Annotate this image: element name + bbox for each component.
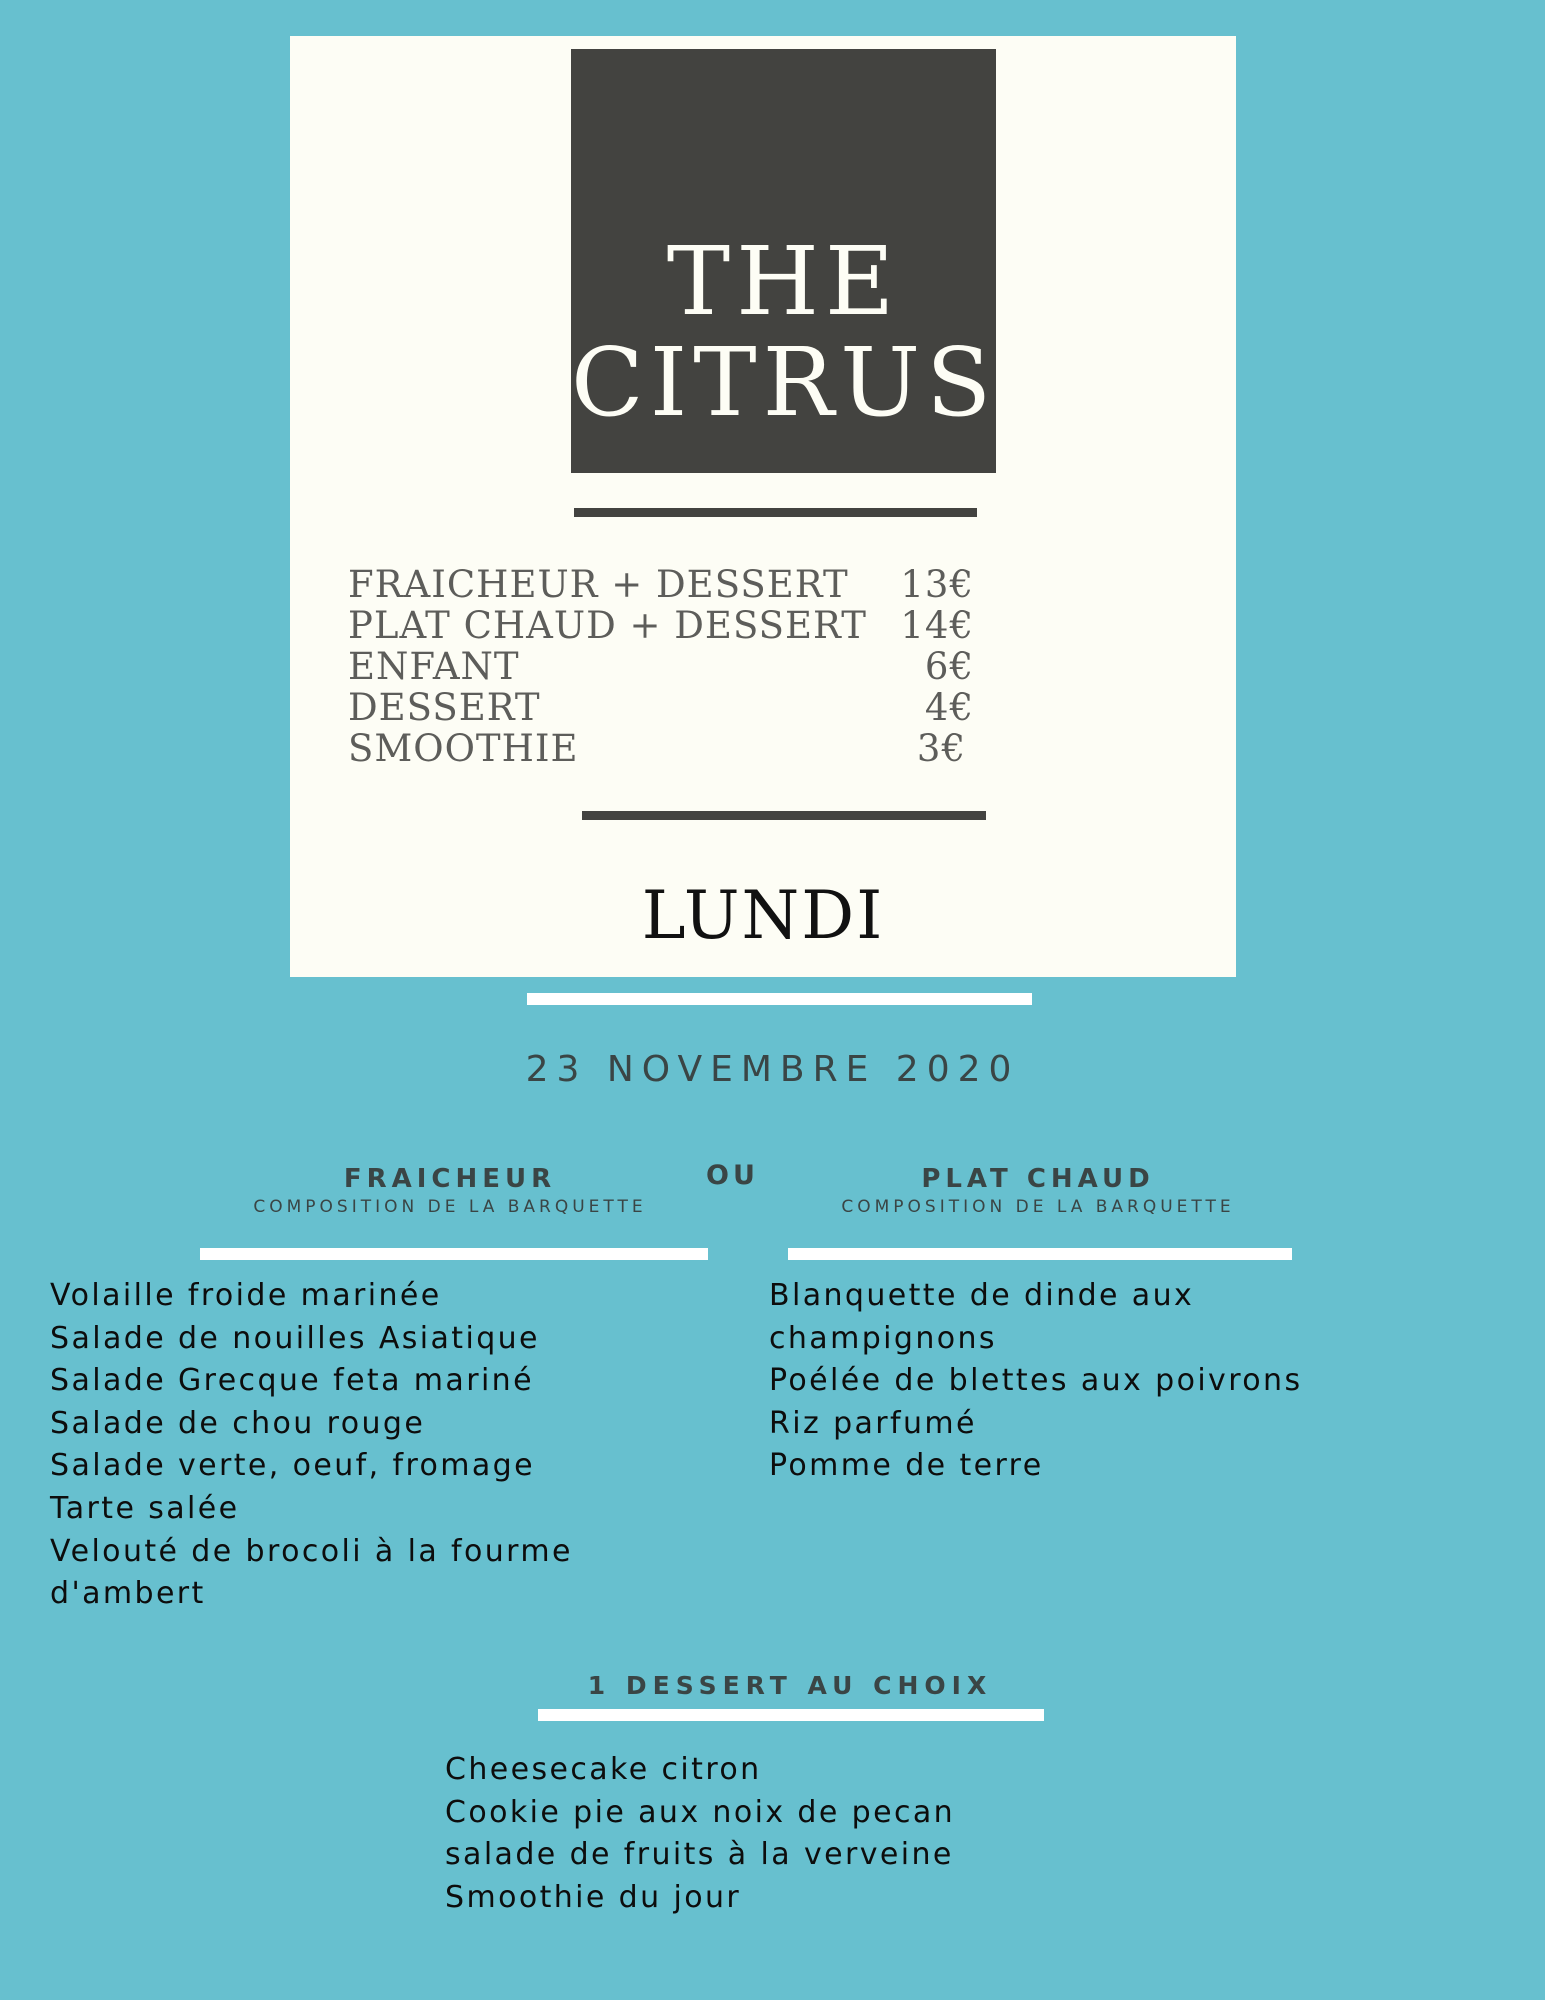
list-item: Salade de chou rouge bbox=[50, 1405, 426, 1441]
dessert-title: 1 DESSERT AU CHOIX bbox=[587, 1671, 993, 1700]
list-item: Smoothie du jour bbox=[445, 1879, 742, 1915]
plat-chaud-title: PLAT CHAUD bbox=[921, 1164, 1155, 1194]
day-underline bbox=[527, 993, 1032, 1005]
list-item: Volaille froide marinée bbox=[50, 1278, 442, 1313]
day-title: LUNDI bbox=[641, 877, 885, 954]
menu-date: 23 NOVEMBRE 2020 bbox=[525, 1049, 1020, 1090]
divider-bottom bbox=[582, 811, 986, 820]
list-item: Tarte salée bbox=[50, 1490, 240, 1526]
plat-chaud-items bbox=[769, 1275, 1509, 1488]
plat-chaud-subtitle: COMPOSITION DE LA BARQUETTE bbox=[841, 1197, 1235, 1217]
list-item: salade de fruits à la verveine bbox=[445, 1837, 954, 1873]
plat-chaud-underline bbox=[788, 1248, 1292, 1260]
fraicheur-underline bbox=[200, 1248, 708, 1260]
dessert-items bbox=[445, 1749, 1245, 1919]
list-item: Salade de nouilles Asiatique bbox=[50, 1320, 540, 1356]
price-name: DESSERT bbox=[348, 686, 541, 729]
price-value: 13€ bbox=[900, 563, 974, 606]
brand-line-2: CITRUS bbox=[571, 328, 998, 438]
dessert-underline bbox=[538, 1709, 1044, 1721]
or-separator: OU bbox=[706, 1160, 759, 1191]
brand-line-1: THE bbox=[666, 227, 901, 337]
price-row bbox=[348, 687, 974, 728]
price-row bbox=[348, 564, 974, 605]
price-row bbox=[348, 646, 974, 687]
list-item: d'ambert bbox=[50, 1576, 206, 1612]
price-row bbox=[348, 728, 974, 769]
list-item: Blanquette de dinde aux bbox=[769, 1278, 1195, 1313]
divider-top bbox=[574, 508, 977, 517]
fraicheur-items bbox=[50, 1275, 730, 1616]
list-item: Velouté de brocoli à la fourme bbox=[50, 1533, 573, 1569]
price-list bbox=[348, 564, 974, 769]
price-name: SMOOTHIE bbox=[348, 727, 579, 770]
list-item: Poélée de blettes aux poivrons bbox=[769, 1363, 1303, 1399]
list-item: Salade verte, oeuf, fromage bbox=[50, 1448, 535, 1484]
list-item: Riz parfumé bbox=[769, 1405, 977, 1441]
price-value: 3€ bbox=[916, 727, 966, 770]
price-value: 6€ bbox=[924, 645, 974, 688]
price-row bbox=[348, 605, 974, 646]
list-item: Salade Grecque feta mariné bbox=[50, 1363, 534, 1399]
price-value: 4€ bbox=[924, 686, 974, 729]
list-item: Cheesecake citron bbox=[445, 1752, 762, 1787]
price-name: FRAICHEUR + DESSERT bbox=[348, 563, 849, 606]
fraicheur-subtitle: COMPOSITION DE LA BARQUETTE bbox=[253, 1197, 647, 1217]
list-item: champignons bbox=[769, 1320, 997, 1356]
fraicheur-title: FRAICHEUR bbox=[343, 1164, 557, 1194]
price-name: ENFANT bbox=[348, 645, 520, 688]
list-item: Pomme de terre bbox=[769, 1448, 1044, 1484]
price-name: PLAT CHAUD + DESSERT bbox=[348, 604, 867, 647]
price-value: 14€ bbox=[900, 604, 974, 647]
list-item: Cookie pie aux noix de pecan bbox=[445, 1794, 956, 1830]
brand-logo bbox=[571, 49, 996, 473]
